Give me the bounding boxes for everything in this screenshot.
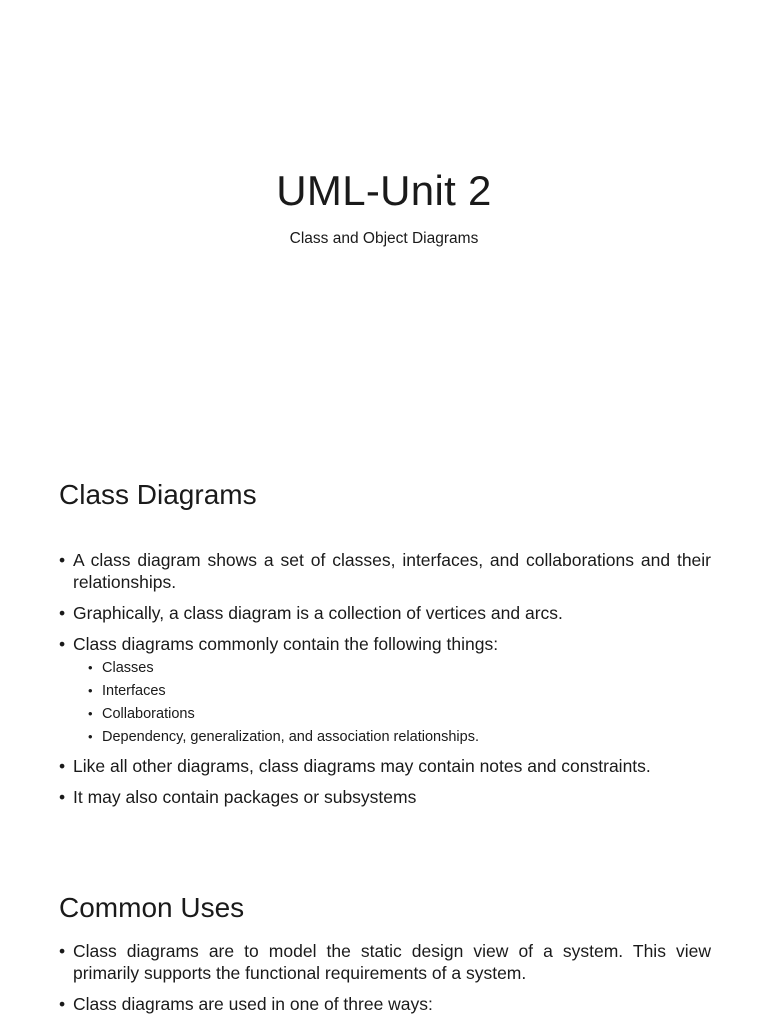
sub-bullet-item: • Interfaces	[59, 682, 711, 700]
bullet-item: • Class diagrams commonly contain the following things:	[59, 633, 711, 655]
common-uses-bullet-list	[59, 940, 711, 1024]
class-diagrams-bullet-list	[59, 549, 711, 817]
slide-title-class-diagrams: Class Diagrams	[59, 479, 257, 510]
sub-bullet-item: • Dependency, generalization, and association relationships.	[59, 728, 711, 746]
bullet-item: • Like all other diagrams, class diagrams may contain notes and constraints.	[59, 755, 711, 777]
bullet-item: • Class diagrams are used in one of three ways:	[59, 993, 711, 1015]
presentation-subtitle: Class and Object Diagrams	[289, 230, 479, 247]
title-slide	[0, 0, 768, 420]
bullet-item: • A class diagram shows a set of classes, interfaces, and collaborations and their relationships.	[59, 549, 711, 593]
sub-bullet-item: • Collaborations	[59, 705, 711, 723]
bullet-item: • Class diagrams are to model the static design view of a system. This view primarily supports the functional requirements of a system.	[59, 940, 711, 984]
bullet-item: • Graphically, a class diagram is a collection of vertices and arcs.	[59, 602, 711, 624]
presentation-title: UML-Unit 2	[276, 167, 492, 214]
slide-title-common-uses: Common Uses	[59, 892, 245, 923]
sub-bullet-item: • Classes	[59, 659, 711, 677]
bullet-item: • It may also contain packages or subsystems	[59, 786, 711, 808]
